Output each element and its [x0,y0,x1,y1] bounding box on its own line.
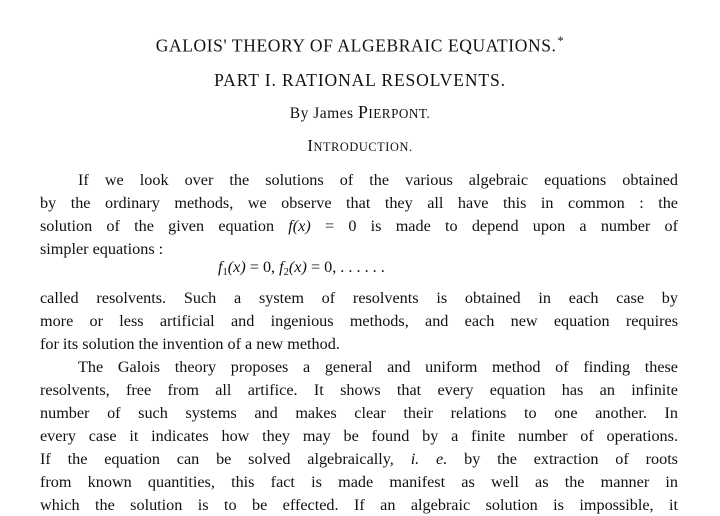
body-line: solution of the given equation f(x) = 0 is made to depend upon a number of [40,217,678,235]
body-line: every case it indicates how they may be found by a finite number of operations. [40,427,678,445]
section-heading: INTRODUCTION. [307,136,413,155]
part-heading: PART I. RATIONAL RESOLVENTS. [214,70,506,90]
body-line: number of such systems and makes clear their relations to one another. In [40,404,678,422]
body-line: called resolvents. Such a system of resolvents is obtained in each case by [40,289,678,307]
author-byline: By James PIERPONT. [289,102,431,122]
body-line: from known quantities, this fact is made manifest as well as the manner in [40,473,678,491]
body-line: If the equation can be solved algebraically, i. e. by the extraction of roots [40,450,678,468]
body-line: more or less artificial and ingenious methods, and each new equation requires [40,312,678,330]
resolvent-formula: $f_1(x) = 0$, $f_2(x) = 0$, . . . . . . [218,258,385,279]
body-line: resolvents, free from all artifice. It shows that every equation has an infinite [40,381,678,399]
body-line: which the solution is to be effected. If an algebraic solution is impossible, it [40,496,678,514]
body-line: The Galois theory proposes a general and uniform method of finding these [78,358,678,376]
body-line: simpler equations : [40,240,164,258]
title-footnote-mark: * [557,34,565,48]
body-line: If we look over the solutions of the various algebraic equations obtained [78,171,678,189]
body-line: by the ordinary methods, we observe that they all have this in common : the [40,194,678,212]
paper-title: GALOIS' THEORY OF ALGEBRAIC EQUATIONS.* [155,34,565,56]
body-line: for its solution the invention of a new method. [40,335,340,353]
